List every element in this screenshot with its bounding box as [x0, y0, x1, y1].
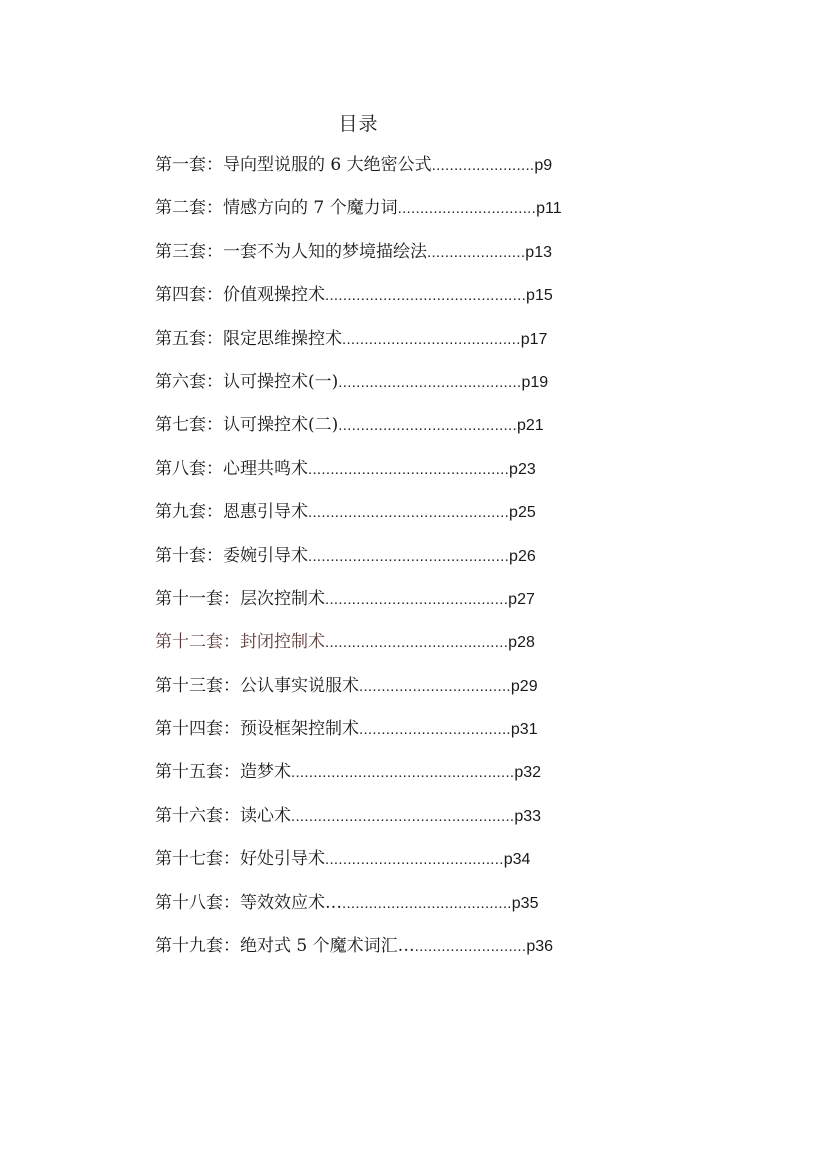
toc-entry [155, 280, 675, 323]
toc-entry-page: p25 [509, 504, 536, 522]
toc-entry-label: 第十六套： [155, 805, 240, 826]
toc-entry-leader: ............................................. [308, 460, 510, 478]
toc-entry-leader: .................................. [359, 677, 511, 695]
toc-entry-label: 第十一套： [155, 588, 240, 609]
toc-entry-label: 第七套： [155, 415, 223, 436]
toc-entry [155, 150, 675, 193]
toc-entry-leader: ........................................ [325, 851, 504, 869]
toc-entry-title: 绝对式 5 个魔术词汇… [240, 936, 415, 957]
toc-entry-leader: ...................... [427, 243, 526, 261]
toc-entry-label: 第十七套： [155, 849, 240, 870]
toc-entry [155, 237, 675, 280]
toc-entry-page: p27 [508, 590, 535, 608]
toc-entry-label: 第二套： [155, 198, 223, 219]
toc-entry [155, 497, 675, 540]
toc-entry [155, 671, 675, 714]
toc-entry-title: 限定思维操控术 [223, 328, 342, 349]
toc-entry-title: 认可操控术(一) [223, 371, 339, 392]
toc-entry-title: 恩惠引导术 [223, 502, 308, 523]
toc-entry-page: p11 [536, 200, 562, 218]
toc-entry-label: 第十套： [155, 545, 223, 566]
toc-entry-leader: ............................... [397, 200, 537, 218]
toc-entry-page: p33 [514, 807, 542, 825]
toc-entry-title: 价值观操控术 [223, 285, 325, 306]
toc-entry-leader: ......................................... [325, 590, 509, 608]
toc-entry-leader: ........................................ [342, 330, 521, 348]
toc-entry [155, 367, 675, 410]
toc-entry [155, 931, 675, 974]
toc-entry [155, 801, 675, 844]
toc-entry-title: 预设框架控制术 [240, 719, 359, 740]
toc-entry-label: 第九套： [155, 502, 223, 523]
toc-entry [155, 844, 675, 887]
toc-entry-leader: ......................................... [338, 373, 522, 391]
toc-list [155, 150, 675, 974]
toc-entry-page: p32 [514, 764, 542, 782]
toc-entry [155, 193, 675, 236]
toc-entry-title: 公认事实说服术 [240, 675, 359, 696]
toc-entry-title: 等效效应术… [240, 892, 342, 913]
toc-entry-title: 一套不为人知的梦境描绘法 [223, 241, 427, 262]
toc-entry-leader: ....................... [431, 157, 535, 174]
toc-entry-label: 第十二套： [155, 632, 240, 653]
toc-entry [155, 757, 675, 800]
toc-entry-leader: .................................................. [291, 764, 515, 782]
toc-entry-title: 情感方向的 7 个魔力词 [223, 198, 398, 219]
toc-entry [155, 324, 675, 367]
toc-entry-page: p21 [516, 417, 544, 435]
toc-entry-leader: .................................. [359, 721, 511, 739]
toc-entry-page: p15 [526, 287, 553, 305]
toc-heading: 目录 [338, 113, 379, 135]
toc-entry-label: 第六套： [155, 371, 223, 392]
toc-entry-page: p26 [509, 547, 536, 565]
toc-entry-label: 第四套： [155, 285, 223, 306]
toc-entry-title: 心理共鸣术 [223, 458, 308, 479]
toc-entry-title: 好处引导术 [240, 849, 325, 870]
toc-entry-leader: ............................................. [325, 287, 527, 305]
toc-entry-title: 委婉引导术 [223, 545, 308, 566]
toc-entry-page: p35 [511, 894, 539, 912]
toc-entry-title: 造梦术 [240, 762, 291, 783]
toc-entry-page: p28 [508, 634, 535, 652]
toc-entry [155, 410, 675, 453]
toc-entry-leader: ........................................ [338, 417, 517, 435]
toc-entry-label: 第十三套： [155, 675, 240, 696]
toc-entry [155, 714, 675, 757]
toc-entry-leader: ...................................... [342, 894, 512, 912]
toc-entry-title: 读心术 [240, 805, 291, 826]
toc-entry-page: p17 [520, 330, 548, 348]
toc-entry-label: 第十八套： [155, 892, 240, 913]
toc-entry-leader: ............................................. [308, 504, 510, 522]
toc-entry-label: 第三套： [155, 241, 223, 262]
toc-entry-page: p13 [525, 243, 552, 261]
toc-entry-title: 导向型说服的 6 大绝密公式 [223, 155, 432, 175]
toc-entry-label: 第十五套： [155, 762, 240, 783]
toc-entry-label: 第五套： [155, 328, 223, 349]
toc-entry-page: p23 [509, 460, 536, 478]
toc-entry [155, 454, 675, 497]
toc-entry-page: p9 [534, 157, 553, 174]
toc-entry [155, 888, 675, 931]
toc-entry-label: 第十九套： [155, 936, 240, 957]
toc-entry-page: p31 [510, 721, 538, 739]
toc-entry [155, 584, 675, 627]
toc-entry-page: p29 [510, 677, 538, 695]
toc-entry-page: p19 [521, 373, 549, 391]
toc-entry-page: p36 [526, 938, 554, 956]
toc-entry-label: 第一套： [155, 155, 223, 175]
toc-entry-leader: ............................................. [308, 547, 510, 565]
toc-entry-label: 第十四套： [155, 719, 240, 740]
toc-entry-leader: .................................................. [291, 807, 515, 825]
toc-entry [155, 627, 675, 670]
toc-entry-page: p34 [503, 851, 531, 869]
toc-entry-label: 第八套： [155, 458, 223, 479]
toc-entry [155, 541, 675, 584]
toc-entry-title: 认可操控术(二) [223, 415, 339, 436]
toc-entry-leader: ......................................... [325, 634, 509, 652]
toc-entry-leader: ......................... [414, 938, 527, 956]
toc-entry-title: 封闭控制术 [240, 632, 325, 653]
toc-entry-title: 层次控制术 [240, 588, 325, 609]
